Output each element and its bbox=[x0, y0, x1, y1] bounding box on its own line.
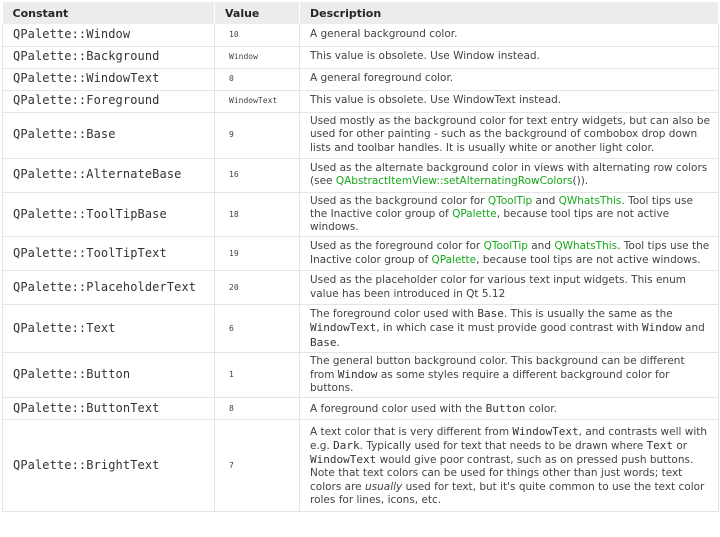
value-cell: 16 bbox=[215, 158, 300, 192]
inline-code: Base bbox=[477, 307, 504, 321]
description-cell bbox=[300, 420, 719, 512]
doc-link[interactable]: QWhatsThis bbox=[554, 240, 618, 253]
description-text: , because tool tips are not active windows. bbox=[310, 207, 670, 233]
value-cell: 1 bbox=[215, 352, 300, 398]
constant-cell: QPalette::Foreground bbox=[3, 90, 215, 112]
table-row bbox=[3, 46, 719, 68]
description-text: color. bbox=[525, 402, 557, 415]
table-row bbox=[3, 158, 719, 192]
description-text: and bbox=[527, 240, 555, 253]
description-text: used for text, but it's quite common to use the text color roles for lines, icons, etc. bbox=[310, 480, 705, 506]
description-cell bbox=[300, 192, 719, 237]
constant-cell: QPalette::ToolTipBase bbox=[3, 192, 215, 237]
table-row bbox=[3, 68, 719, 90]
value-cell: 8 bbox=[215, 398, 300, 420]
value-cell: 10 bbox=[215, 24, 300, 46]
table-row bbox=[3, 24, 719, 46]
description-text: Used as the background color for bbox=[310, 194, 488, 207]
header-description: Description bbox=[300, 2, 719, 24]
inline-code: WindowText bbox=[310, 321, 377, 335]
inline-code: Dark bbox=[333, 438, 360, 452]
value-cell: WindowText bbox=[215, 90, 300, 112]
value-cell: 20 bbox=[215, 271, 300, 305]
description-text: would give poor contrast, such as on pressed push buttons. Note that text colors can be used for things other than just words; text colors are bbox=[310, 454, 694, 493]
inline-code: WindowText bbox=[310, 453, 377, 467]
description-text: Used mostly as the background color for text entry widgets, but can also be used for other painting - such as the background of combobox drop down lists and toolbar handles. It is usually white or another light color. bbox=[310, 115, 710, 154]
header-constant: Constant bbox=[3, 2, 215, 24]
inline-code: Window bbox=[641, 321, 682, 335]
description-text: The general button background color. This background can be different from bbox=[310, 354, 685, 381]
doc-link[interactable]: QPalette bbox=[431, 253, 477, 266]
inline-code: Text bbox=[646, 438, 674, 452]
value-cell: 9 bbox=[215, 112, 300, 158]
description-text: ()). bbox=[572, 175, 589, 187]
inline-code: Window bbox=[337, 367, 378, 381]
constant-cell: QPalette::ButtonText bbox=[3, 398, 215, 420]
header-value: Value bbox=[215, 2, 300, 24]
header-row bbox=[3, 2, 719, 24]
value-cell: 18 bbox=[215, 192, 300, 237]
value-cell: 7 bbox=[215, 420, 300, 512]
description-cell bbox=[300, 398, 719, 420]
description-cell bbox=[300, 271, 719, 305]
description-cell bbox=[300, 305, 719, 353]
table-row bbox=[3, 237, 719, 271]
doc-link[interactable]: QWhatsThis bbox=[558, 194, 622, 207]
value-cell: 19 bbox=[215, 237, 300, 271]
description-text: Used as the alternate background color in views with alternating row colors (see bbox=[310, 161, 708, 187]
value-cell: 0 bbox=[215, 68, 300, 90]
palette-roles-table bbox=[2, 2, 719, 512]
inline-code: Base bbox=[310, 335, 337, 349]
description-text: A text color that is very different from bbox=[310, 425, 513, 438]
description-text: Used as the placeholder color for various text input widgets. This enum value has been introduced in Qt 5.12 bbox=[310, 274, 686, 300]
constant-cell: QPalette::PlaceholderText bbox=[3, 271, 215, 305]
description-text: . bbox=[336, 336, 340, 349]
table-row bbox=[3, 305, 719, 353]
description-cell bbox=[300, 24, 719, 46]
description-cell bbox=[300, 158, 719, 192]
description-text: A general foreground color. bbox=[310, 72, 454, 85]
description-text: as some styles require a different background color for buttons. bbox=[310, 368, 670, 395]
description-text: This value is obsolete. Use WindowText instead. bbox=[310, 94, 562, 107]
doc-link[interactable]: QPalette bbox=[452, 207, 497, 220]
value-cell: 6 bbox=[215, 305, 300, 353]
doc-link[interactable]: QAbstractItemView::setAlternatingRowColors bbox=[335, 175, 573, 187]
description-cell bbox=[300, 237, 719, 271]
constant-cell: QPalette::Background bbox=[3, 46, 215, 68]
constant-cell: QPalette::Window bbox=[3, 24, 215, 46]
description-text: A general background color. bbox=[310, 28, 458, 41]
table-row bbox=[3, 271, 719, 305]
description-text: . Typically used for text that needs to be drawn where bbox=[359, 439, 647, 452]
constant-cell: QPalette::BrightText bbox=[3, 420, 215, 512]
description-text: A foreground color used with the bbox=[310, 402, 486, 415]
value-cell: Window bbox=[215, 46, 300, 68]
description-text: . Tool tips use the Inactive color group of bbox=[310, 240, 710, 266]
emphasis-text: usually bbox=[364, 480, 403, 493]
description-text: . Tool tips use the Inactive color group of bbox=[310, 194, 693, 220]
table-row bbox=[3, 90, 719, 112]
description-text: This value is obsolete. Use Window instead. bbox=[310, 50, 540, 63]
description-text: . This is usually the same as the bbox=[503, 308, 673, 321]
description-text: , and contrasts well with e.g. bbox=[310, 425, 708, 452]
description-text: and bbox=[532, 194, 559, 207]
constant-cell: QPalette::WindowText bbox=[3, 68, 215, 90]
description-text: , in which case it must provide good contrast with bbox=[376, 322, 642, 335]
doc-link[interactable]: QToolTip bbox=[483, 240, 528, 253]
table-row bbox=[3, 398, 719, 420]
inline-code: WindowText bbox=[512, 424, 579, 438]
description-cell bbox=[300, 90, 719, 112]
table-body bbox=[3, 24, 719, 512]
description-cell bbox=[300, 352, 719, 398]
constant-cell: QPalette::Base bbox=[3, 112, 215, 158]
table-row bbox=[3, 420, 719, 512]
table-row bbox=[3, 112, 719, 158]
description-text: Used as the foreground color for bbox=[310, 240, 484, 253]
description-text: , because tool tips are not active windows. bbox=[476, 253, 701, 266]
inline-code: Button bbox=[485, 401, 526, 415]
description-text: or bbox=[673, 439, 688, 452]
table-row bbox=[3, 192, 719, 237]
constant-cell: QPalette::Text bbox=[3, 305, 215, 353]
description-text: The foreground color used with bbox=[310, 308, 478, 321]
table-row bbox=[3, 352, 719, 398]
table-header bbox=[3, 2, 719, 24]
description-cell bbox=[300, 46, 719, 68]
description-text: and bbox=[681, 322, 705, 335]
description-cell bbox=[300, 112, 719, 158]
constant-cell: QPalette::Button bbox=[3, 352, 215, 398]
constant-cell: QPalette::ToolTipText bbox=[3, 237, 215, 271]
description-cell bbox=[300, 68, 719, 90]
constant-cell: QPalette::AlternateBase bbox=[3, 158, 215, 192]
doc-link[interactable]: QToolTip bbox=[487, 194, 533, 207]
